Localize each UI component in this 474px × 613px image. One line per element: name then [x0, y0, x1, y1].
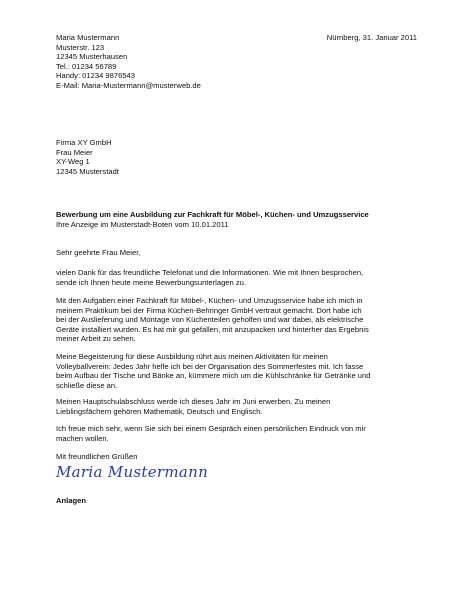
sender-street: Musterstr. 123: [56, 42, 105, 52]
paragraph-line: Meinen Hauptschulabschluss werde ich dieses Jahr im Juni erwerben. Zu meinen: [56, 397, 331, 406]
paragraph-line: Mit den Aufgaben einer Fachkraft für Möbel-, Küchen- und Umzugsservice habe ich mich in: [56, 296, 363, 305]
paragraph-experience: [56, 296, 369, 344]
letter-date: Nürnberg, 31. Januar 2011: [326, 33, 417, 42]
paragraph-thanks: [56, 268, 363, 287]
paragraph-line: schließe diese an.: [56, 380, 118, 390]
paragraph-line: bei der Auslieferung und Montage von Küchenteilen geholfen und war dabei, als elektrische: [56, 315, 364, 325]
paragraph-line: Ich freue mich sehr, wenn Sie sich bei einem Gespräch einen persönlichen Eindruck von mir: [56, 424, 366, 433]
closing-phrase: Mit freundlichen Grüßen: [56, 452, 138, 461]
paragraph-line: machen wollen.: [56, 433, 109, 443]
subject-reference: Ihre Anzeige im Musterstadt-Boten vom 10.01.2011: [56, 219, 229, 229]
paragraph-line: meiner Arbeit zu sehen.: [56, 334, 136, 344]
paragraph-line: Volleyballverein: Jedes Jahr helfe ich bei der Organisation des Sommerfestes mit. Ich fasse: [56, 361, 364, 371]
paragraph-line: beim Aufbau der Tische und Bänke an, kümmere mich um die Kühlschränke für Getränke und: [56, 371, 371, 381]
subject-block: [56, 210, 369, 229]
paragraph-line: vielen Dank für das freundliche Telefonat und die Informationen. Wie mit Ihnen besprochen,: [56, 268, 364, 277]
paragraph-line: Lieblingsfächern gehören Mathematik, Deutsch und Englisch.: [56, 406, 263, 416]
paragraph-closing-request: [56, 424, 366, 443]
sender-email: E-Mail: Maria-Mustermann@musterweb.de: [56, 80, 201, 90]
recipient-street: XY-Weg 1: [56, 157, 90, 167]
recipient-address: [56, 138, 119, 176]
attachments-label: Anlagen: [56, 496, 86, 505]
sender-city: 12345 Musterhausen: [56, 52, 128, 62]
handwritten-signature: Maria Mustermann: [56, 463, 209, 481]
paragraph-line: sende ich Ihnen heute meine Bewerbungsunterlagen zu.: [56, 277, 246, 287]
sender-address: [56, 33, 201, 91]
sender-phone: Tel.: 01234 56789: [56, 61, 117, 71]
recipient-contact: Frau Meier: [56, 147, 93, 157]
salutation: Sehr geehrte Frau Meier,: [56, 248, 141, 257]
sender-mobile: Handy: 01234 9876543: [56, 71, 135, 81]
paragraph-line: Meine Begeisterung für diese Ausbildung rührt aus meinen Aktivitäten für meinen: [56, 352, 328, 361]
sender-name: Maria Mustermann: [56, 33, 120, 42]
paragraph-line: meinem Praktikum bei der Firma Küchen-Behringer GmbH vertraut gemacht. Dort habe ich: [56, 305, 362, 315]
recipient-city: 12345 Musterstadt: [56, 166, 119, 176]
recipient-company: Firma XY GmbH: [56, 138, 112, 147]
paragraph-motivation: [56, 352, 370, 390]
paragraph-education: [56, 397, 330, 416]
paragraph-line: Geräte installiert wurden. Es hat mir gut gefallen, mit anzupacken und hinterher das Ergebnis: [56, 324, 369, 334]
subject-title: Bewerbung um eine Ausbildung zur Fachkraft für Möbel-, Küchen- und Umzugsservice: [56, 210, 369, 219]
